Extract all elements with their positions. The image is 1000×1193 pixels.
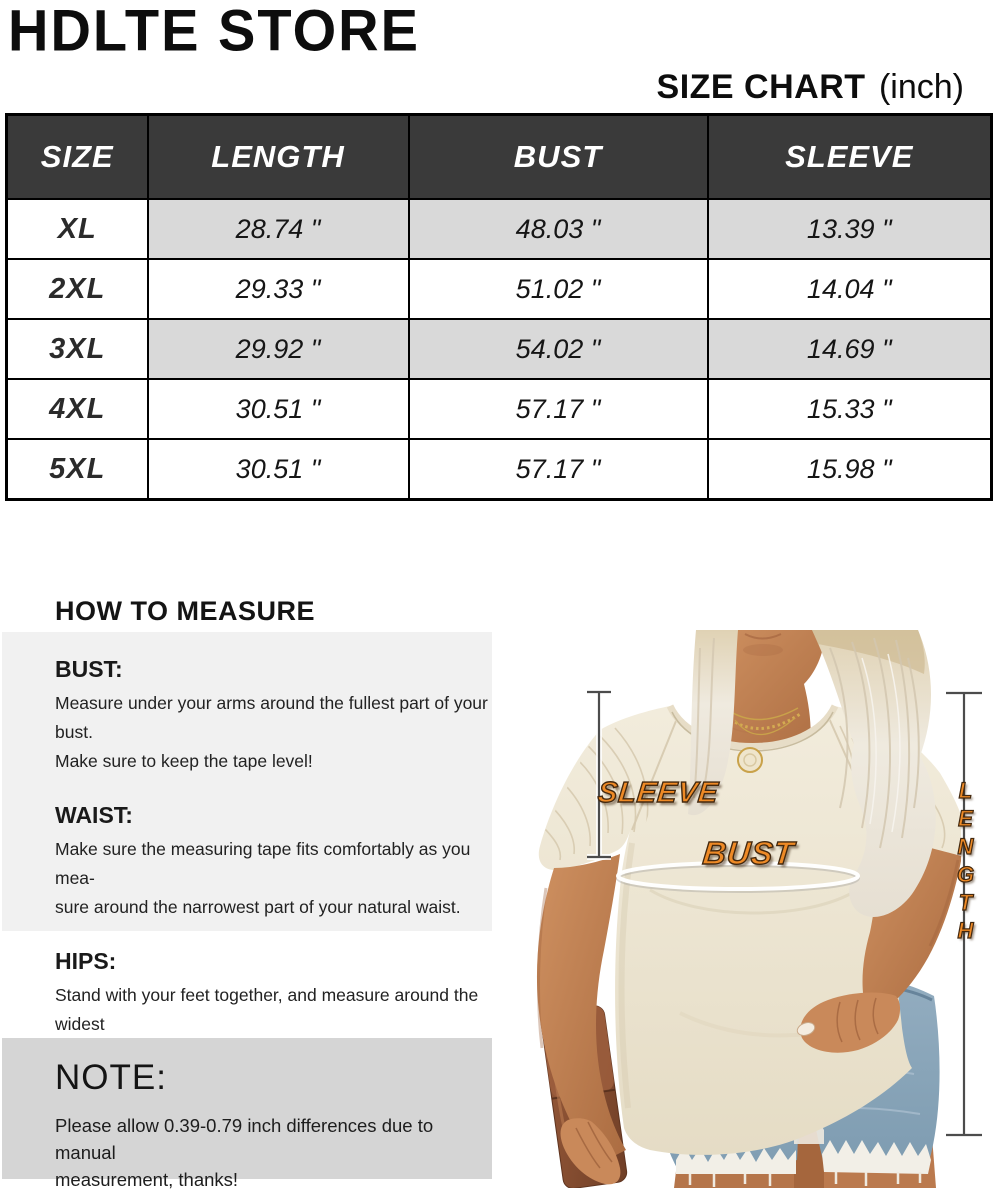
length-value: 28.74 " [148,199,409,259]
size-table [5,113,993,501]
measure-section-text: Make sure the measuring tape fits comfortably as you mea- [55,839,471,888]
measure-section-waist [55,802,492,922]
size-chart-heading [657,68,964,107]
table-row [7,439,992,500]
bust-value: 54.02 " [409,319,708,379]
size-value: 5XL [7,439,148,500]
measure-section-text: sure around the narrowest part of your natural waist. [55,897,461,917]
size-chart-heading-unit: (inch) [878,68,964,106]
measure-section-bust [55,656,492,776]
bust-value: 48.03 " [409,199,708,259]
size-value: XL [7,199,148,259]
measure-section-label: HIPS: [55,948,117,974]
column-header-sleeve: SLEEVE [708,115,992,200]
measure-section-text: Make sure to keep the tape level! [55,751,313,771]
table-row [7,319,992,379]
size-table-header-row [7,115,992,200]
sleeve-value: 14.04 " [708,259,992,319]
model-left-arm [537,854,626,1184]
note-title: NOTE: [55,1058,167,1097]
size-value: 4XL [7,379,148,439]
sleeve-value: 15.98 " [708,439,992,500]
size-chart-heading-main: SIZE CHART [656,68,866,106]
measure-section-label: WAIST: [55,802,133,828]
length-value: 30.51 " [148,379,409,439]
store-brand-title: HDLTE STORE [8,0,420,64]
sleeve-value: 15.33 " [708,379,992,439]
length-figure-label: LENGTH [953,778,978,946]
bust-value: 57.17 " [409,439,708,500]
bust-figure-label: BUST [701,835,797,871]
length-value: 29.92 " [148,319,409,379]
length-value: 30.51 " [148,439,409,500]
measure-section-text: Stand with your feet together, and measure around the widest [55,985,479,1034]
note-panel [2,1038,492,1190]
bust-value: 57.17 " [409,379,708,439]
measure-section-text: Measure under your arms around the fullest part of your bust. [55,693,488,742]
table-row [7,379,992,439]
column-header-bust: BUST [409,115,708,200]
column-header-length: LENGTH [148,115,409,200]
measure-section-label: BUST: [55,656,123,682]
note-text: measurement, thanks! [55,1169,239,1190]
note-text: Please allow 0.39-0.79 inch differences due to manual [55,1115,434,1163]
length-value: 29.33 " [148,259,409,319]
sleeve-value: 14.69 " [708,319,992,379]
table-row [7,199,992,259]
size-value: 2XL [7,259,148,319]
model-illustration [500,588,1000,1188]
how-to-measure-title: HOW TO MEASURE [55,596,316,626]
how-to-measure-panel [2,632,492,1034]
sleeve-value: 13.39 " [708,199,992,259]
model-measurement-photo [500,588,1000,1188]
bust-value: 51.02 " [409,259,708,319]
size-value: 3XL [7,319,148,379]
table-row [7,259,992,319]
column-header-size: SIZE [7,115,148,200]
sleeve-figure-label: SLEEVE [596,777,721,809]
